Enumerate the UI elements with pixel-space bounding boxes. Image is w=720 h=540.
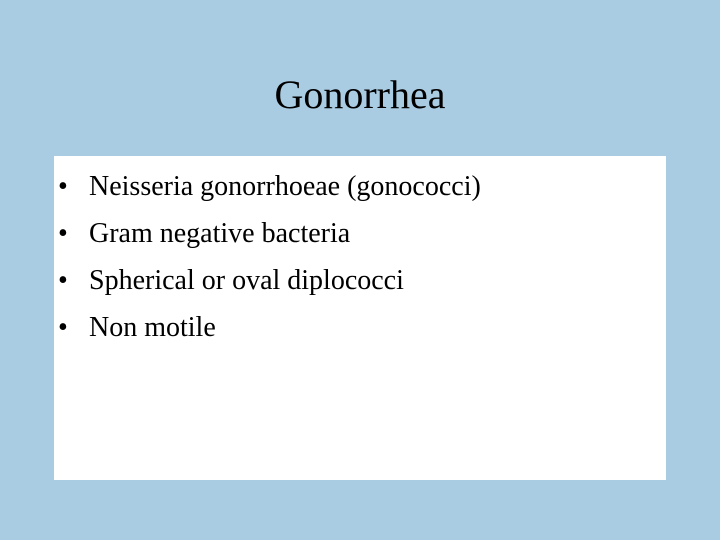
bullet-mark: •: [58, 312, 68, 343]
slide-title: Gonorrhea: [274, 72, 446, 117]
bullet-text: Gram negative bacteria: [89, 218, 351, 249]
bullet-text: Spherical or oval diplococci: [89, 265, 404, 296]
bullet-item: [54, 210, 666, 257]
bullet-mark: •: [58, 265, 68, 296]
bullet-text: Neisseria gonorrhoeae (gonococci): [89, 171, 481, 202]
bullet-item: [54, 163, 666, 210]
bullet-item: [54, 304, 666, 351]
content-box: [54, 156, 666, 480]
bullet-text: Non motile: [89, 312, 216, 343]
bullet-mark: •: [58, 218, 68, 249]
bullet-item: [54, 257, 666, 304]
bullet-list: [54, 163, 666, 351]
bullet-mark: •: [58, 171, 68, 202]
